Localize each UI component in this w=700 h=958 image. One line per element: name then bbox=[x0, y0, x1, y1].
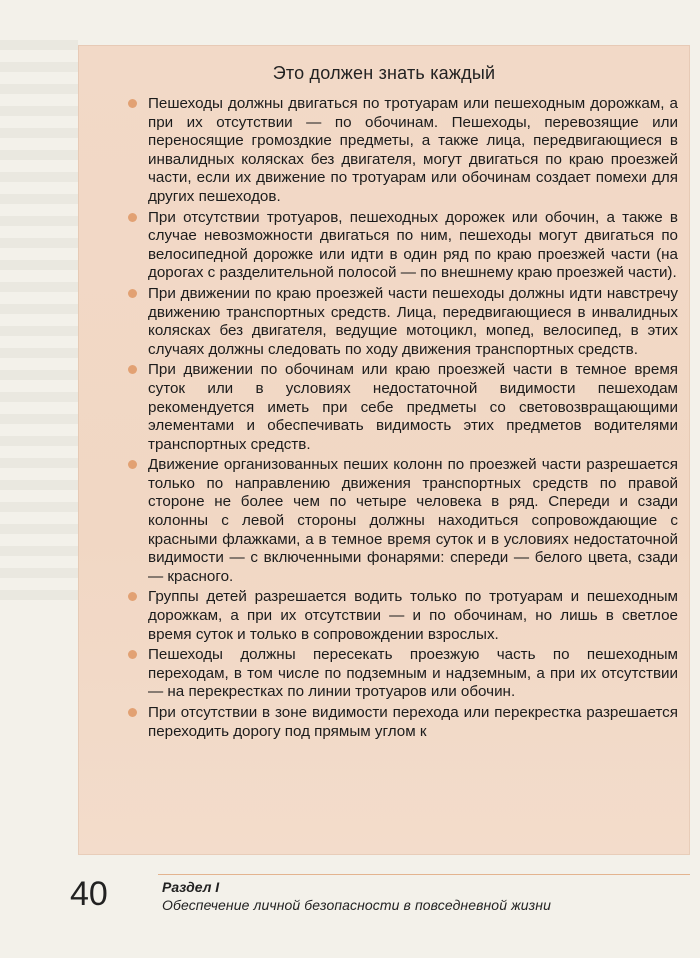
bullet-icon bbox=[128, 592, 137, 601]
list-item-text: При движении по обочинам или краю проезжей части в темное время суток или в условиях недостаточной видимости пешеходам рекомендуется иметь при себе предметы со световозвращающими элементами и обеспечивать видимость этих предметов водителями транспортных средств. bbox=[148, 361, 678, 453]
list-item-text: При движении по краю проезжей части пешеходы должны идти навстречу движению транспортных средств. Лица, передвигающиеся в инвалидных колясках без двигателя, ведущие мотоцикл, мопед, велосипед, в этих случаях должны следовать по ходу движения транспортных средств. bbox=[148, 284, 678, 358]
list-item-text: При отсутствии тротуаров, пешеходных дорожек или обочин, а также в случае невозможности двигаться по ним, пешеходы могут двигаться по велосипедной дорожке или идти в один ряд по краю проезжей части (на дорогах с разделительной полосой — по внешнему краю проезжей части). bbox=[148, 208, 678, 282]
page-number: 40 bbox=[70, 875, 108, 913]
list-item-text: При отсутствии в зоне видимости перехода или перекрестка разрешается переходить дорогу под прямым углом к bbox=[148, 704, 678, 740]
section-label: Раздел I bbox=[162, 879, 220, 895]
list-item bbox=[148, 456, 678, 586]
section-title: Обеспечение личной безопасности в повседневной жизни bbox=[162, 897, 551, 913]
list-item bbox=[148, 285, 678, 359]
bullet-icon bbox=[128, 365, 137, 374]
list-item-text: Пешеходы должны пересекать проезжую часть по пешеходным переходам, в том числе по подземным и надземным, а при их отсутствии — на перекрестках по линии тротуаров или обочин. bbox=[148, 646, 678, 701]
rules-list bbox=[148, 95, 678, 743]
bullet-icon bbox=[128, 99, 137, 108]
page-bleed-through bbox=[0, 40, 78, 600]
list-item bbox=[148, 209, 678, 283]
info-box-title: Это должен знать каждый bbox=[272, 63, 496, 83]
bullet-icon bbox=[128, 708, 137, 717]
bullet-icon bbox=[128, 650, 137, 659]
bullet-icon bbox=[128, 289, 137, 298]
bullet-icon bbox=[128, 213, 137, 222]
list-item-text: Пешеходы должны двигаться по тротуарам или пешеходным дорожкам, а при их отсутствии — по обочинам. Пешеходы, перевозящие или переносящие громоздкие предметы, а также лица, передвигающиеся в инвалидных колясках без двигателя, могут двигаться по краю проезжей части, если их движение по тротуарам или обочинам создает помехи для других пешеходов. bbox=[148, 95, 678, 205]
list-item bbox=[148, 646, 678, 702]
list-item-text: Движение организованных пеших колонн по проезжей части разрешается только по направлению движения транспортных средств по правой стороне не более чем по четыре человека в ряд. Спереди и сзади колонны с левой стороны должны находиться сопровождающие с красными флажками, а в темное время суток и в условиях недостаточной видимости — с включенными фонарями: спереди — белого цвета, сзади — красного. bbox=[148, 456, 678, 585]
list-item bbox=[148, 95, 678, 207]
footer-divider bbox=[158, 874, 690, 875]
list-item bbox=[148, 704, 678, 741]
list-item-text: Группы детей разрешается водить только по тротуарам и пешеходным дорожкам, а при их отсутствии — и по обочинам, но лишь в светлое время суток и только в сопровождении взрослых. bbox=[148, 588, 678, 643]
list-item bbox=[148, 361, 678, 454]
bullet-icon bbox=[128, 460, 137, 469]
info-box bbox=[78, 45, 690, 855]
list-item bbox=[148, 588, 678, 644]
